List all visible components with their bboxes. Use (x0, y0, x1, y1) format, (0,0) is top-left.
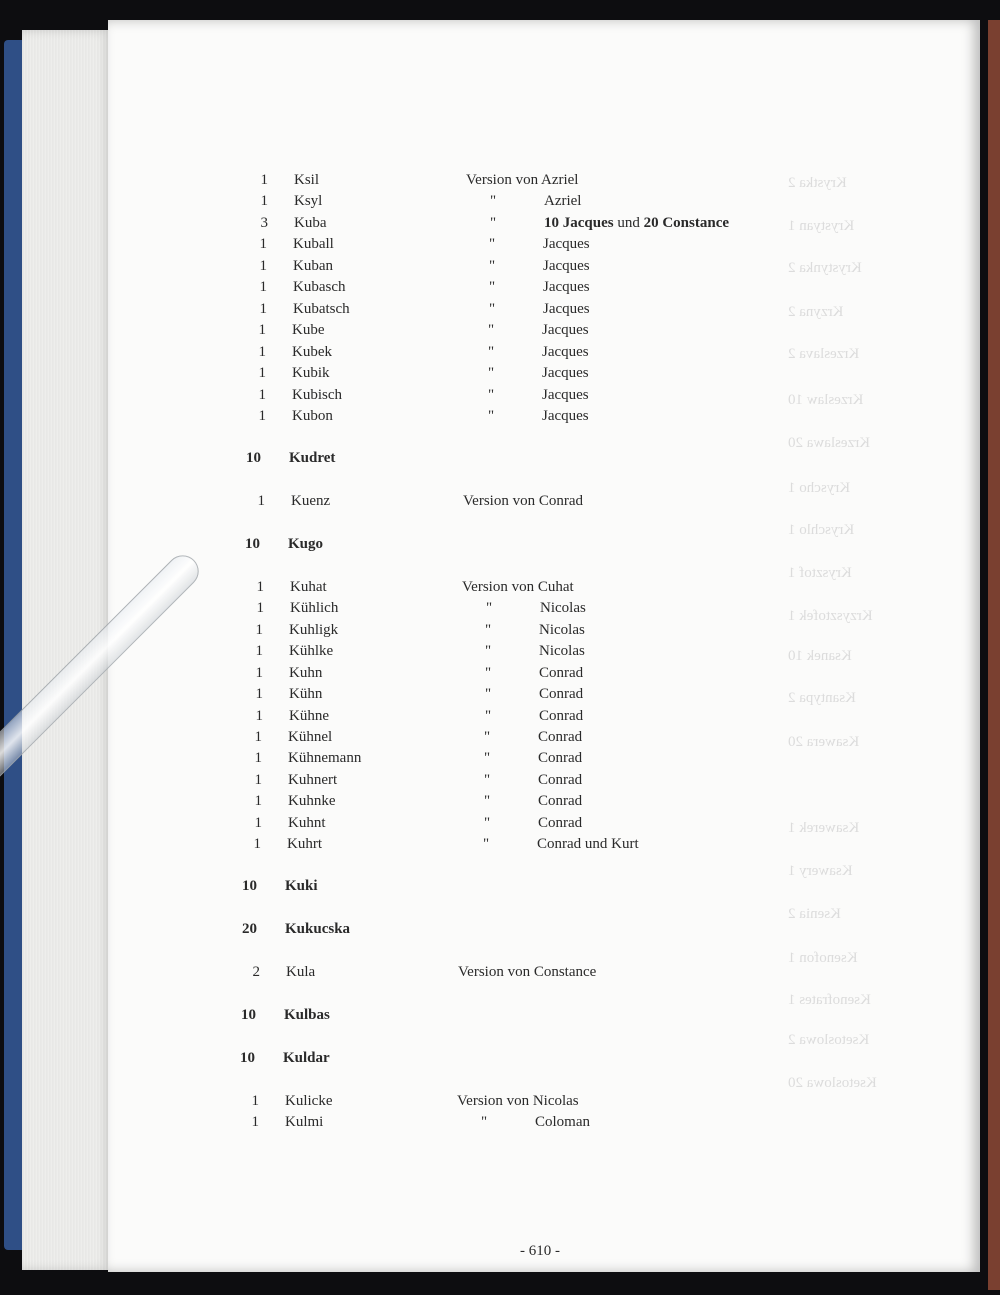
page-number: - 610 - (520, 1243, 560, 1259)
ditto-mark: " (483, 836, 490, 852)
entry-version-of: Version von Conrad (463, 493, 583, 509)
entry-count: 10 (245, 536, 260, 552)
entry-target: 10 Jacques und 20 Constance (544, 215, 730, 231)
entry-name: Kuball (293, 236, 334, 252)
entry-target: Nicolas (540, 600, 586, 616)
ditto-mark: " (481, 1114, 488, 1130)
entry-name: Kulicke (285, 1093, 333, 1109)
entry-count: 10 (241, 1007, 256, 1023)
index-entry (0, 1114, 1000, 1134)
ditto-mark: " (484, 815, 491, 831)
entry-count: 1 (260, 193, 268, 209)
entry-target: Constance (533, 964, 597, 980)
entry-count: 1 (254, 750, 262, 766)
index-entry (0, 215, 1000, 235)
entry-name: Kuldar (283, 1050, 330, 1066)
ditto-mark: " (489, 279, 496, 295)
entry-target: Coloman (535, 1114, 590, 1130)
entry-version-of: Version von Cuhat (462, 579, 574, 595)
index-entry (0, 750, 1000, 770)
entry-count: 1 (258, 344, 266, 360)
entry-version-of: Version von Nicolas (457, 1093, 579, 1109)
entry-target: Jacques (543, 279, 590, 295)
entry-target: Conrad (538, 815, 583, 831)
entry-name: Kühnel (288, 729, 333, 745)
index-entry (0, 815, 1000, 835)
index-entry (0, 387, 1000, 407)
index-entry (0, 322, 1000, 342)
entry-count: 10 (246, 450, 261, 466)
ditto-mark: " (484, 772, 491, 788)
index-entry (0, 172, 1000, 192)
ditto-mark: " (488, 387, 495, 403)
ditto-mark: " (486, 600, 493, 616)
index-entry (0, 708, 1000, 728)
entry-name: Kudret (289, 450, 336, 466)
index-entry (0, 236, 1000, 256)
index-entry (0, 729, 1000, 749)
index-entry (0, 1093, 1000, 1113)
ditto-mark: " (489, 236, 496, 252)
index-entry (0, 279, 1000, 299)
entry-target: Conrad (538, 493, 583, 509)
entry-target: Conrad (539, 665, 584, 681)
ditto-mark: " (488, 322, 495, 338)
entry-target: Conrad und Kurt (537, 836, 639, 852)
index-entry (0, 686, 1000, 706)
ditto-mark: " (485, 643, 492, 659)
entry-target: Conrad (539, 686, 584, 702)
entry-count: 1 (254, 729, 262, 745)
entry-count: 1 (259, 279, 267, 295)
index-entry (0, 301, 1000, 321)
entry-target: Jacques (543, 301, 590, 317)
ditto-mark: " (488, 344, 495, 360)
ditto-mark: " (488, 365, 495, 381)
entry-count: 1 (255, 643, 263, 659)
entry-name: Kuhnke (288, 793, 336, 809)
entry-name: Kubatsch (293, 301, 350, 317)
entry-count: 1 (251, 1093, 259, 1109)
entry-target: Conrad (539, 708, 584, 724)
entry-name: Kubon (292, 408, 333, 424)
ditto-mark: " (484, 793, 491, 809)
entry-version-of: Version von Constance (458, 964, 597, 980)
entry-count: 1 (258, 408, 266, 424)
entry-name: Kuhn (289, 665, 323, 681)
ditto-mark: " (490, 215, 497, 231)
index-entry (0, 772, 1000, 792)
index-entry (0, 1050, 1000, 1070)
entry-count: 1 (257, 493, 265, 509)
ditto-mark: " (485, 708, 492, 724)
entry-target: Jacques (542, 344, 589, 360)
entry-count: 1 (254, 772, 262, 788)
entry-target: Conrad (538, 772, 583, 788)
entry-name: Ksil (294, 172, 320, 188)
entry-count: 1 (254, 793, 262, 809)
ditto-mark: " (490, 193, 497, 209)
entry-name: Kühlke (289, 643, 334, 659)
entry-name: Kubek (292, 344, 332, 360)
entry-target: Jacques (543, 236, 590, 252)
entry-name: Ksyl (294, 193, 323, 209)
index-entry (0, 408, 1000, 428)
entry-count: 1 (253, 836, 261, 852)
entry-count: 20 (242, 921, 257, 937)
entry-target: Conrad (538, 729, 583, 745)
entry-name: Kühn (289, 686, 323, 702)
entry-version-of: Version von Azriel (466, 172, 579, 188)
ditto-mark: " (485, 686, 492, 702)
index-entry (0, 1007, 1000, 1027)
index-entry (0, 643, 1000, 663)
entry-target: Cuhat (537, 579, 574, 595)
entry-count: 1 (255, 686, 263, 702)
entry-target: Nicolas (532, 1093, 579, 1109)
entry-count: 1 (258, 387, 266, 403)
entry-target: Azriel (544, 193, 582, 209)
entry-name: Kulbas (284, 1007, 330, 1023)
show-through-text: Krystka 2 Krystyan 1 Krystynka 2 Krzyna 2 Krzeslava 2 Krzeslaw 10 Krzeslawa 20 Kryscho 1 Kryschlo 1 Krysztof 1 Krzysztofek 1 Ksanek 10 Ksantypa 2 Ksawera 20 Ksawerek 1 Ksawery 1 Ksenia 2 Ksenofon 1 Ksenofrates 1 Ksetoslowa 2 Ksetoslowa 20 (788, 175, 877, 1091)
entry-name: Kubisch (292, 387, 342, 403)
entry-target: Jacques (542, 408, 589, 424)
entry-name: Kukucska (285, 921, 351, 937)
entry-name: Kuenz (291, 493, 331, 509)
entry-target: Jacques (542, 322, 589, 338)
index-entry (0, 493, 1000, 513)
entry-count: 1 (260, 172, 268, 188)
entry-target: Jacques (542, 387, 589, 403)
entry-count: 2 (252, 964, 260, 980)
index-entry (0, 793, 1000, 813)
entry-name: Kühne (289, 708, 329, 724)
entry-count: 1 (254, 815, 262, 831)
ditto-mark: " (484, 750, 491, 766)
index-entry (0, 344, 1000, 364)
entry-name: Kula (286, 964, 316, 980)
entry-target: Jacques (542, 365, 589, 381)
entry-name: Kühlich (290, 600, 339, 616)
entry-count: 1 (258, 322, 266, 338)
entry-target: Nicolas (539, 643, 585, 659)
entry-name: Kugo (288, 536, 324, 552)
ditto-mark: " (488, 408, 495, 424)
entry-count: 1 (255, 622, 263, 638)
index-entry (0, 193, 1000, 213)
entry-count: 1 (259, 258, 267, 274)
index-entry (0, 258, 1000, 278)
entry-count: 3 (260, 215, 268, 231)
entry-count: 1 (256, 600, 264, 616)
index-entry (0, 878, 1000, 898)
entry-name: Kuban (293, 258, 333, 274)
entry-count: 1 (258, 365, 266, 381)
entry-count: 1 (255, 708, 263, 724)
index-entry (0, 536, 1000, 556)
index-entry (0, 921, 1000, 941)
ditto-mark: " (485, 665, 492, 681)
entry-name: Kuhnt (288, 815, 326, 831)
entry-name: Kubasch (293, 279, 346, 295)
ditto-mark: " (489, 301, 496, 317)
entry-count: 1 (259, 236, 267, 252)
ditto-mark: " (485, 622, 492, 638)
entry-name: Kube (292, 322, 325, 338)
entry-name: Kuhrt (287, 836, 322, 852)
index-entry (0, 450, 1000, 470)
index-entry (0, 836, 1000, 856)
ditto-mark: " (484, 729, 491, 745)
entry-count: 1 (256, 579, 264, 595)
entry-name: Kuki (285, 878, 318, 894)
entry-target: Jacques (543, 258, 590, 274)
index-entry (0, 365, 1000, 385)
entry-name: Kuhnert (288, 772, 338, 788)
entry-name: Kuhat (290, 579, 327, 595)
index-entry (0, 665, 1000, 685)
entry-name: Kuhligk (289, 622, 339, 638)
index-entry (0, 964, 1000, 984)
ditto-mark: " (489, 258, 496, 274)
entry-target: Nicolas (539, 622, 585, 638)
entry-target: Azriel (541, 172, 579, 188)
entry-name: Kühnemann (288, 750, 362, 766)
entry-name: Kubik (292, 365, 330, 381)
entry-count: 1 (255, 665, 263, 681)
entry-target: Conrad (538, 750, 583, 766)
entry-name: Kulmi (285, 1114, 324, 1130)
entry-count: 10 (242, 878, 257, 894)
entry-name: Kuba (294, 215, 327, 231)
entry-target: Conrad (538, 793, 583, 809)
entry-count: 10 (240, 1050, 255, 1066)
entry-count: 1 (251, 1114, 259, 1130)
entry-count: 1 (259, 301, 267, 317)
